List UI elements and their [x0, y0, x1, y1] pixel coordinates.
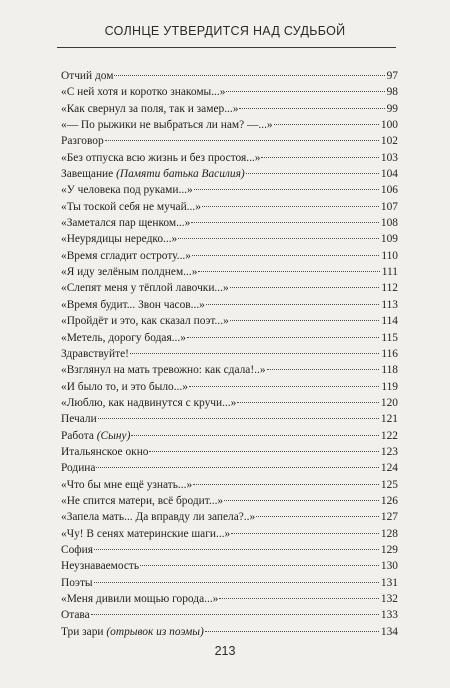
toc-entry — [61, 199, 398, 215]
dot-leader — [256, 516, 379, 517]
toc-entry — [61, 591, 398, 607]
toc-entry-title — [61, 280, 229, 296]
toc-entry-page: 121 — [380, 413, 398, 426]
toc-entry-title-text: «Меня дивили мощью города...» — [61, 593, 219, 605]
toc-entry-title — [61, 231, 177, 247]
toc-entry-page: 120 — [380, 396, 398, 409]
toc-entry-title — [61, 117, 273, 133]
dot-leader — [91, 614, 379, 615]
toc-entry — [61, 624, 398, 640]
toc-entry-title-text: «Заметался пар щенком...» — [61, 217, 191, 230]
toc-entry-page: 114 — [381, 315, 398, 328]
toc-entry — [61, 84, 398, 100]
dot-leader — [98, 418, 379, 419]
toc-entry — [61, 411, 398, 427]
dot-leader — [191, 222, 379, 223]
running-head: СОЛНЦЕ УТВЕРДИТСЯ НАД СУДЬБОЙ — [104, 24, 346, 38]
toc-entry-page: 133 — [380, 609, 398, 622]
toc-entry — [61, 346, 398, 362]
toc-entry-title — [61, 379, 188, 395]
toc-entry-page: 125 — [380, 478, 398, 491]
toc-entry-page: 124 — [380, 462, 398, 475]
toc-entry-title-text: Родина — [61, 462, 96, 475]
toc-entry-title-text: Поэты — [61, 576, 93, 589]
toc-entry-title — [61, 150, 260, 166]
toc-entry — [61, 379, 398, 395]
toc-entry-title — [61, 624, 204, 640]
toc-entry-title — [61, 330, 186, 346]
toc-entry-title — [61, 411, 97, 427]
dot-leader — [194, 189, 379, 190]
toc-entry-title-text: «Пройдёт и это, как сказал поэт...» — [61, 315, 229, 328]
toc-entry-title — [61, 133, 104, 149]
toc-entry — [61, 215, 398, 231]
toc-entry-page: 134 — [380, 625, 398, 638]
toc-entry — [61, 575, 398, 591]
dot-leader — [189, 386, 379, 387]
toc-entry-page: 103 — [380, 151, 398, 164]
dot-leader — [140, 565, 379, 566]
toc-entry-title-text: Итальянское окно — [61, 445, 149, 458]
toc-entry-title — [61, 526, 230, 542]
header-rule — [57, 47, 396, 48]
toc-entry-page: 131 — [380, 576, 398, 589]
toc-entry-title-text: Работа — [61, 429, 97, 442]
toc-entry-title — [61, 591, 218, 607]
toc-entry-title-text: «Не спится матери, всё бродит...» — [61, 494, 224, 507]
toc-entry-title-text: Печали — [61, 413, 97, 426]
toc-entry-title — [61, 199, 201, 215]
toc-entry — [61, 526, 398, 542]
toc-entry-title — [61, 313, 229, 329]
toc-entry-title — [61, 101, 238, 117]
toc-entry-title-text: Неузнаваемость — [61, 560, 140, 573]
toc-entry — [61, 150, 398, 166]
toc-entry-title-text: «Время будит... Звон часов...» — [61, 298, 205, 311]
toc-entry-title — [61, 460, 95, 476]
dot-leader — [224, 500, 379, 501]
toc-entry — [61, 330, 398, 346]
dot-leader — [193, 484, 379, 485]
toc-entry-subtitle: (Сыну) — [96, 429, 131, 442]
toc-entry-title-text: «Что бы мне ещё узнать...» — [61, 478, 193, 491]
toc-entry-page: 118 — [381, 364, 398, 377]
toc-entry — [61, 264, 398, 280]
toc-entry-page: 109 — [380, 233, 398, 246]
toc-entry-title-text: Три зари — [61, 625, 107, 638]
toc-entry-page: 110 — [381, 249, 398, 262]
toc-entry-title-text: «Метель, дорогу бодая...» — [61, 331, 186, 344]
toc-entry-title — [61, 509, 255, 525]
toc-entry-page: 102 — [380, 135, 398, 148]
toc-entry-title — [61, 68, 113, 84]
toc-entry-page: 116 — [381, 347, 398, 360]
dot-leader — [230, 287, 380, 288]
toc-entry — [61, 607, 398, 623]
dot-leader — [202, 206, 379, 207]
dot-leader — [105, 140, 379, 141]
toc-entry-subtitle: (отрывок из поэмы) — [106, 625, 204, 638]
toc-entry-title-text: Завещание — [61, 168, 117, 181]
toc-entry — [61, 509, 398, 525]
toc-entry-title — [61, 362, 266, 378]
dot-leader — [94, 549, 379, 550]
page-number: 213 — [214, 644, 236, 658]
toc-entry-title-text: Отчий дом — [61, 70, 114, 82]
dot-leader — [198, 271, 379, 272]
toc-entry-page: 123 — [380, 445, 398, 458]
toc-entry-title-text: «Как свернул за поля, так и замер...» — [61, 102, 239, 115]
toc-entry — [61, 395, 398, 411]
toc-entry-title-text: «— По рыжики не выбраться ли нам? —...» — [61, 119, 273, 132]
toc-entry-title — [61, 493, 223, 509]
dot-leader — [261, 157, 378, 158]
toc-entry-title-text: «Время сгладит остроту...» — [61, 249, 191, 262]
toc-entry — [61, 117, 398, 133]
toc-entry-title — [61, 264, 197, 280]
toc-entry-page: 128 — [380, 527, 398, 540]
toc-entry-page: 108 — [380, 217, 398, 230]
toc-entry-title — [61, 428, 130, 444]
toc-entry-page: 130 — [380, 560, 398, 573]
dot-leader — [96, 467, 378, 468]
toc-entry-title — [61, 297, 205, 313]
toc-entry-page: 132 — [380, 593, 398, 605]
dot-leader — [114, 75, 384, 76]
toc-entry-page: 97 — [386, 70, 398, 82]
dot-leader — [94, 582, 379, 583]
dot-leader — [131, 435, 379, 436]
toc-entry-title — [61, 607, 90, 623]
toc-entry-page: 99 — [386, 102, 398, 115]
toc-entry-title-text: Здравствуйте! — [61, 347, 129, 360]
toc-entry-page: 113 — [381, 298, 398, 311]
toc-entry-title-text: «Взглянул на мать тревожно: как сдала!..» — [61, 364, 266, 377]
dot-leader — [178, 238, 379, 239]
toc-entry — [61, 460, 398, 476]
toc-entry-page: 129 — [380, 543, 398, 556]
toc-entry-title — [61, 575, 93, 591]
toc-entry-subtitle: (Памяти батька Василия) — [116, 168, 245, 181]
toc-entry — [61, 248, 398, 264]
dot-leader — [205, 631, 379, 632]
toc-entry-title-text: София — [61, 543, 94, 556]
toc-entry-title-text: «Неурядицы нередко...» — [61, 233, 178, 246]
toc-entry-title-text: Разговор — [61, 135, 104, 148]
toc-entry-title — [61, 248, 191, 264]
dot-leader — [239, 108, 384, 109]
toc-entry-page: 106 — [380, 184, 398, 197]
toc-entry-page: 126 — [380, 494, 398, 507]
toc-entry-title — [61, 542, 93, 558]
toc-entry — [61, 182, 398, 198]
dot-leader — [230, 320, 380, 321]
toc-entry-title-text: «Люблю, как надвинутся с кручи...» — [61, 396, 237, 409]
toc-entry-page: 127 — [380, 511, 398, 524]
dot-leader — [267, 369, 380, 370]
toc-entry — [61, 444, 398, 460]
toc-entry-page: 100 — [380, 119, 398, 132]
dot-leader — [237, 402, 379, 403]
toc-entry — [61, 493, 398, 509]
toc-entry-page: 122 — [380, 429, 398, 442]
toc-entry — [61, 558, 398, 574]
toc-entry — [61, 297, 398, 313]
toc-entry — [61, 542, 398, 558]
toc-entry-title — [61, 215, 190, 231]
toc-entry — [61, 428, 398, 444]
toc-entry-title — [61, 395, 236, 411]
dot-leader — [226, 91, 384, 92]
toc-entry-page: 104 — [380, 168, 398, 181]
toc-entry — [61, 477, 398, 493]
toc-entry-title-text: «У человека под руками...» — [61, 184, 193, 197]
toc-entry-title — [61, 182, 193, 198]
toc-entry-title-text: «Ты тоской себя не мучай...» — [61, 200, 201, 213]
toc-entry-page: 112 — [381, 282, 398, 295]
toc-entry — [61, 280, 398, 296]
toc-entry-title — [61, 558, 139, 574]
dot-leader — [246, 173, 379, 174]
dot-leader — [130, 353, 379, 354]
toc-entry-page: 111 — [381, 266, 398, 279]
table-of-contents — [61, 68, 398, 640]
toc-entry-title-text: «И было то, и это было...» — [61, 380, 188, 393]
toc-entry-title-text: «Чу! В сенях материнские шаги...» — [61, 527, 231, 540]
toc-entry-title — [61, 166, 245, 182]
toc-entry-title-text: Отава — [61, 609, 90, 622]
dot-leader — [192, 255, 379, 256]
toc-entry-title — [61, 84, 225, 100]
dot-leader — [274, 124, 379, 125]
toc-entry-page: 107 — [380, 200, 398, 213]
toc-entry-page: 98 — [386, 86, 398, 99]
toc-entry — [61, 231, 398, 247]
toc-entry — [61, 133, 398, 149]
toc-entry — [61, 313, 398, 329]
toc-entry-title — [61, 477, 192, 493]
toc-entry-title-text: «С ней хотя и коротко знакомы...» — [61, 86, 226, 99]
dot-leader — [206, 304, 379, 305]
toc-entry-title-text: «Слепят меня у тёплой лавочки...» — [61, 282, 229, 295]
toc-entry — [61, 101, 398, 117]
dot-leader — [231, 533, 379, 534]
toc-entry-title — [61, 346, 129, 362]
dot-leader — [149, 451, 378, 452]
toc-entry — [61, 68, 398, 84]
toc-entry — [61, 362, 398, 378]
toc-entry — [61, 166, 398, 182]
toc-entry-title-text: «Запела мать... Да вправду ли запела?..» — [61, 511, 256, 524]
dot-leader — [219, 598, 379, 599]
toc-entry-title-text: «Без отпуска всю жизнь и без простоя...» — [61, 151, 261, 164]
toc-entry-title-text: «Я иду зелёным полднем...» — [61, 266, 198, 279]
dot-leader — [187, 337, 379, 338]
toc-entry-page: 115 — [381, 331, 398, 344]
toc-entry-page: 119 — [381, 380, 398, 393]
toc-entry-title — [61, 444, 148, 460]
